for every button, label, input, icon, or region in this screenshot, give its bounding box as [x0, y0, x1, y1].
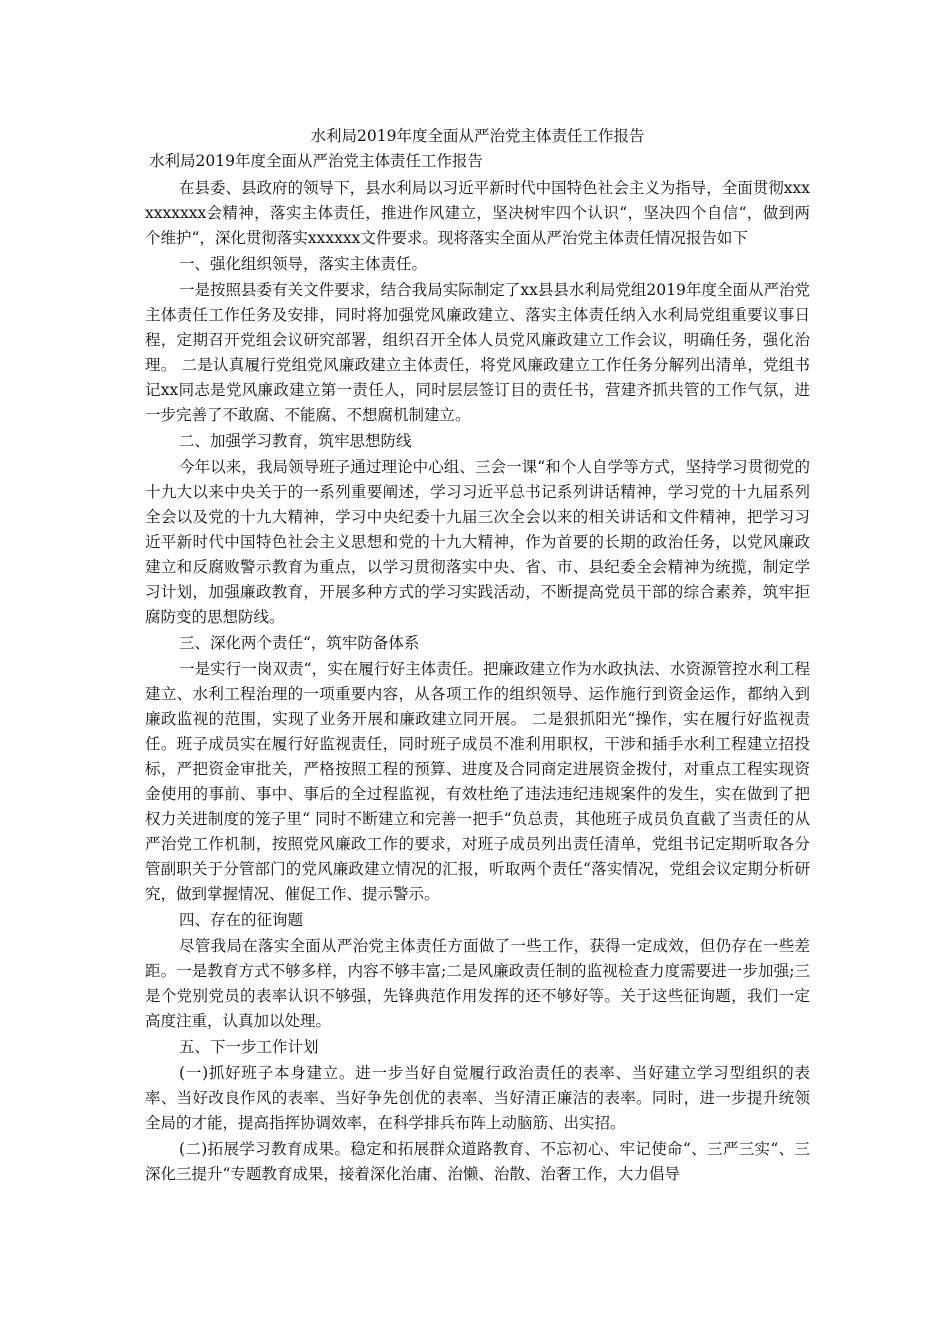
paragraph-section-4: 尽管我局在落实全面从严治党主体责任方面做了一些工作，获得一定成效，但仍存在一些差距。一是教育方式不够多样，内容不够丰富;二是风廉政责任制的监视检查力度需要进一步加强;三是个党别党员的表率认识不够强，先锋典范作用发挥的还不够好等。关于这些征询题，我们一定高度注重，认真加以处理。: [145, 937, 810, 1030]
section-heading-2: 二、加强学习教育，筑牢思想防线: [179, 432, 412, 450]
section-heading-5: 五、下一步工作计划: [179, 1038, 319, 1056]
paragraph-section-2: 今年以来，我局领导班子通过理论中心组、三会一课“和个人自学等方式，坚持学习贯彻党的十九大以来中央关于的一系列重要阐述，学习习近平总书记系列讲话精神，学习党的十九届系列全会以及党的十九大精神，学习中央纪委十九届三次全会以来的相关讲话和文件精神，把学习习近平新时代中国特色社会主义思想和党的十九大精神，作为首要的长期的政治任务，以党风廉政建立和反腐败警示教育为重点，以学习贯彻落实中央、省、市、县纪委全会精神为统揽，制定学习计划，加强廉政教育，开展多种方式的学习实践活动，不断提高党员干部的综合素养，筑牢拒腐防变的思想防线。: [145, 458, 810, 626]
document-title: 水利局2019年度全面从严治党主体责任工作报告: [310, 127, 645, 145]
section-heading-3: 三、深化两个责任“，筑牢防备体系: [179, 634, 420, 652]
paragraph-plan-1: (一)抓好班子本身建立。进一步当好自觉履行政治责任的表率、当好建立学习型组织的表率、当好改良作风的表率、当好争先创优的表率、当好清正廉洁的表率。同时，进一步提升统领全局的才能，提高指挥协调效率，在科学排兵布阵上动脑筋、出实招。: [145, 1064, 810, 1132]
document-subtitle: 水利局2019年度全面从严治党主体责任工作报告: [149, 152, 483, 170]
paragraph-section-1: 一是按照县委有关文件要求，结合我局实际制定了xx县县水利局党组2019年度全面从严治党主体责任工作任务及安排，同时将加强党风廉政建立、落实主体责任纳入水利局党组重要议事日程，定期召开党组会议研究部署，组织召开全体人员党风廉政建立工作会议，明确任务，强化治理。 二是认真履行党组党风廉政建立主体责任，将党风廉政建立工作任务分解列出清单，党组书记xx同志是党风廉政建立第一责任人，同时层层签订目的责任书，营建齐抓共管的工作气氛，进一步完善了不敢腐、不能腐、不想腐机制建立。: [145, 281, 810, 424]
paragraph-section-3: 一是实行一岗双责“，实在履行好主体责任。把廉政建立作为水政执法、水资源管控水利工程建立、水利工程治理的一项重要内容，从各项工作的组织领导、运作施行到资金运作，都纳入到廉政监视的范围，实现了业务开展和廉政建立同开展。 二是狠抓阳光“操作，实在履行好监视责任。班子成员实在履行好监视责任，同时班子成员不准利用职权，干涉和插手水利工程建立招投标，严把资金审批关，严格按照工程的预算、进度及合同商定进展资金拨付，对重点工程实现资金使用的事前、事中、事后的全过程监视，有效杜绝了违法违纪违规案件的发生，实在做到了把权力关进制度的笼子里“ 同时不断建立和完善一把手“负总责，其他班子成员负直截了当责任的从严治党工作机制，按照党风廉政工作的要求，对班子成员列出责任清单，党组书记定期听取各分管副职关于分管部门的党风廉政建立情况的汇报，听取两个责任“落实情况，党组会议定期分析研究，做到掌握情况、催促工作、提示警示。: [145, 660, 810, 903]
document-page: [145, 125, 810, 1187]
paragraph-plan-2: (二)拓展学习教育成果。稳定和拓展群众道路教育、不忘初心、牢记使命“、三严三实“、三深化三提升“专题教育成果，接着深化治庸、治懒、治散、治奢工作，大力倡导: [145, 1140, 810, 1183]
paragraph-intro: 在县委、县政府的领导下，县水利局以习近平新时代中国特色社会主义为指导，全面贯彻xxxxxxxxxx会精神，落实主体责任，推进作风建立，坚决树牢四个认识“，坚决四个自信“，做到两个维护“，深化贯彻落实xxxxxx文件要求。现将落实全面从严治党主体责任情况报告如下: [145, 179, 810, 247]
section-heading-1: 一、强化组织领导，落实主体责任。: [179, 255, 428, 273]
section-heading-4: 四、存在的征询题: [179, 911, 304, 929]
